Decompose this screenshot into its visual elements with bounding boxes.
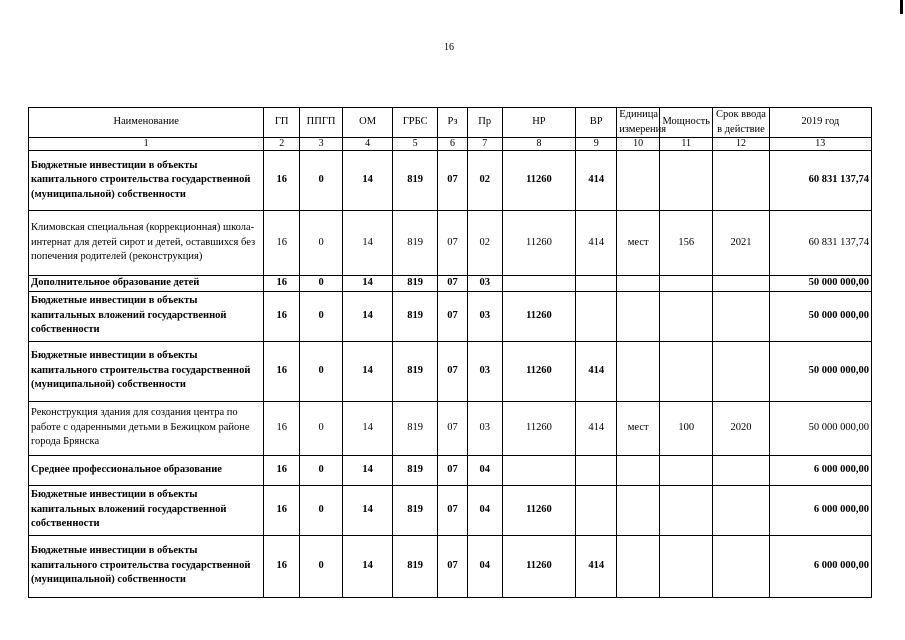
page-number: 16	[444, 42, 454, 53]
row-name: Бюджетные инвестиции в объекты капитального строительства государственной (муниципальной) собственности	[29, 151, 264, 211]
row-vr	[576, 291, 617, 341]
index-cell: 2	[264, 138, 300, 151]
row-ppgp: 0	[300, 485, 343, 535]
row-name: Бюджетные инвестиции в объекты капитальных вложений государственной собственности	[29, 291, 264, 341]
row-unit	[617, 151, 660, 211]
row-gp: 16	[264, 401, 300, 455]
row-unit: мест	[617, 211, 660, 276]
row-grbs: 819	[393, 535, 438, 597]
row-nr: 11260	[502, 291, 576, 341]
header-row	[29, 108, 872, 138]
row-ppgp: 0	[300, 341, 343, 401]
row-nr: 11260	[502, 535, 576, 597]
row-power	[660, 455, 713, 485]
row-vr: 414	[576, 341, 617, 401]
row-unit	[617, 485, 660, 535]
row-unit: мест	[617, 401, 660, 455]
row-om: 14	[343, 276, 393, 292]
row-gp: 16	[264, 151, 300, 211]
row-term	[713, 276, 769, 292]
header-grbs: ГРБС	[393, 108, 438, 138]
index-cell: 1	[29, 138, 264, 151]
row-rz: 07	[438, 151, 468, 211]
index-cell: 5	[393, 138, 438, 151]
row-om: 14	[343, 455, 393, 485]
row-unit	[617, 341, 660, 401]
header-term: Срок ввода в действие	[713, 108, 769, 138]
row-name: Климовская специальная (коррекционная) школа-интернат для детей сирот и детей, оставшихся без попечения родителей (реконструкция)	[29, 211, 264, 276]
row-pr: 04	[467, 485, 502, 535]
row-vr	[576, 485, 617, 535]
row-grbs: 819	[393, 485, 438, 535]
row-name: Дополнительное образование детей	[29, 276, 264, 292]
row-year: 50 000 000,00	[769, 291, 871, 341]
row-vr	[576, 455, 617, 485]
row-ppgp: 0	[300, 291, 343, 341]
row-power	[660, 151, 713, 211]
row-term	[713, 291, 769, 341]
table-row	[29, 276, 872, 292]
row-rz: 07	[438, 401, 468, 455]
row-nr: 11260	[502, 211, 576, 276]
row-gp: 16	[264, 276, 300, 292]
header-power: Мощность	[660, 108, 713, 138]
row-rz: 07	[438, 291, 468, 341]
row-unit	[617, 535, 660, 597]
row-pr: 04	[467, 455, 502, 485]
row-term	[713, 485, 769, 535]
row-grbs: 819	[393, 401, 438, 455]
row-gp: 16	[264, 341, 300, 401]
index-cell: 6	[438, 138, 468, 151]
row-term	[713, 455, 769, 485]
row-nr	[502, 455, 576, 485]
row-pr: 03	[467, 291, 502, 341]
row-power: 156	[660, 211, 713, 276]
index-cell: 10	[617, 138, 660, 151]
row-term	[713, 341, 769, 401]
header-rz: Рз	[438, 108, 468, 138]
row-unit	[617, 455, 660, 485]
table-row	[29, 211, 872, 276]
header-nr: НР	[502, 108, 576, 138]
row-grbs: 819	[393, 211, 438, 276]
row-vr: 414	[576, 151, 617, 211]
header-name: Наименование	[29, 108, 264, 138]
row-pr: 03	[467, 401, 502, 455]
row-power	[660, 276, 713, 292]
row-nr: 11260	[502, 151, 576, 211]
index-cell: 8	[502, 138, 576, 151]
row-power	[660, 291, 713, 341]
table-row	[29, 535, 872, 597]
row-gp: 16	[264, 485, 300, 535]
row-power	[660, 341, 713, 401]
table-row	[29, 151, 872, 211]
row-name: Бюджетные инвестиции в объекты капитальных вложений государственной собственности	[29, 485, 264, 535]
header-unit: Единица измерения	[617, 108, 660, 138]
index-cell: 7	[467, 138, 502, 151]
row-grbs: 819	[393, 291, 438, 341]
row-ppgp: 0	[300, 535, 343, 597]
row-year: 6 000 000,00	[769, 485, 871, 535]
index-cell: 13	[769, 138, 871, 151]
row-pr: 03	[467, 341, 502, 401]
row-rz: 07	[438, 211, 468, 276]
row-power	[660, 535, 713, 597]
row-name: Бюджетные инвестиции в объекты капитального строительства государственной (муниципальной) собственности	[29, 535, 264, 597]
header-om: ОМ	[343, 108, 393, 138]
row-year: 50 000 000,00	[769, 341, 871, 401]
budget-table	[28, 107, 872, 598]
row-ppgp: 0	[300, 211, 343, 276]
header-pr: Пр	[467, 108, 502, 138]
row-om: 14	[343, 291, 393, 341]
row-om: 14	[343, 211, 393, 276]
row-om: 14	[343, 401, 393, 455]
row-term	[713, 535, 769, 597]
row-rz: 07	[438, 535, 468, 597]
row-term	[713, 151, 769, 211]
row-ppgp: 0	[300, 276, 343, 292]
row-rz: 07	[438, 276, 468, 292]
row-term: 2021	[713, 211, 769, 276]
row-power: 100	[660, 401, 713, 455]
row-unit	[617, 276, 660, 292]
table-row	[29, 291, 872, 341]
row-year: 60 831 137,74	[769, 151, 871, 211]
row-vr	[576, 276, 617, 292]
row-ppgp: 0	[300, 455, 343, 485]
row-nr: 11260	[502, 401, 576, 455]
row-om: 14	[343, 485, 393, 535]
table-row	[29, 401, 872, 455]
row-name: Реконструкция здания для создания центра по работе с одаренными детьми в Бежицком районе города Брянска	[29, 401, 264, 455]
row-name: Среднее профессиональное образование	[29, 455, 264, 485]
row-vr: 414	[576, 211, 617, 276]
index-cell: 3	[300, 138, 343, 151]
header-gp: ГП	[264, 108, 300, 138]
row-year: 6 000 000,00	[769, 535, 871, 597]
row-pr: 02	[467, 151, 502, 211]
row-ppgp: 0	[300, 401, 343, 455]
table-row	[29, 341, 872, 401]
row-rz: 07	[438, 341, 468, 401]
row-grbs: 819	[393, 341, 438, 401]
row-om: 14	[343, 341, 393, 401]
header-ppgp: ППГП	[300, 108, 343, 138]
table-row	[29, 455, 872, 485]
index-cell: 12	[713, 138, 769, 151]
row-gp: 16	[264, 455, 300, 485]
row-vr: 414	[576, 535, 617, 597]
row-term: 2020	[713, 401, 769, 455]
row-year: 50 000 000,00	[769, 276, 871, 292]
row-rz: 07	[438, 455, 468, 485]
header-vr: ВР	[576, 108, 617, 138]
row-grbs: 819	[393, 151, 438, 211]
row-name: Бюджетные инвестиции в объекты капитального строительства государственной (муниципальной) собственности	[29, 341, 264, 401]
row-om: 14	[343, 535, 393, 597]
row-rz: 07	[438, 485, 468, 535]
row-nr: 11260	[502, 341, 576, 401]
row-grbs: 819	[393, 276, 438, 292]
index-cell: 11	[660, 138, 713, 151]
index-cell: 9	[576, 138, 617, 151]
row-pr: 02	[467, 211, 502, 276]
edge-mark	[900, 0, 903, 14]
row-year: 60 831 137,74	[769, 211, 871, 276]
row-ppgp: 0	[300, 151, 343, 211]
row-year: 6 000 000,00	[769, 455, 871, 485]
row-gp: 16	[264, 211, 300, 276]
index-row	[29, 138, 872, 151]
table-row	[29, 485, 872, 535]
index-cell: 4	[343, 138, 393, 151]
row-nr	[502, 276, 576, 292]
row-grbs: 819	[393, 455, 438, 485]
row-power	[660, 485, 713, 535]
row-om: 14	[343, 151, 393, 211]
row-gp: 16	[264, 535, 300, 597]
row-pr: 04	[467, 535, 502, 597]
row-vr: 414	[576, 401, 617, 455]
row-gp: 16	[264, 291, 300, 341]
row-nr: 11260	[502, 485, 576, 535]
row-unit	[617, 291, 660, 341]
header-year: 2019 год	[769, 108, 871, 138]
row-year: 50 000 000,00	[769, 401, 871, 455]
row-pr: 03	[467, 276, 502, 292]
